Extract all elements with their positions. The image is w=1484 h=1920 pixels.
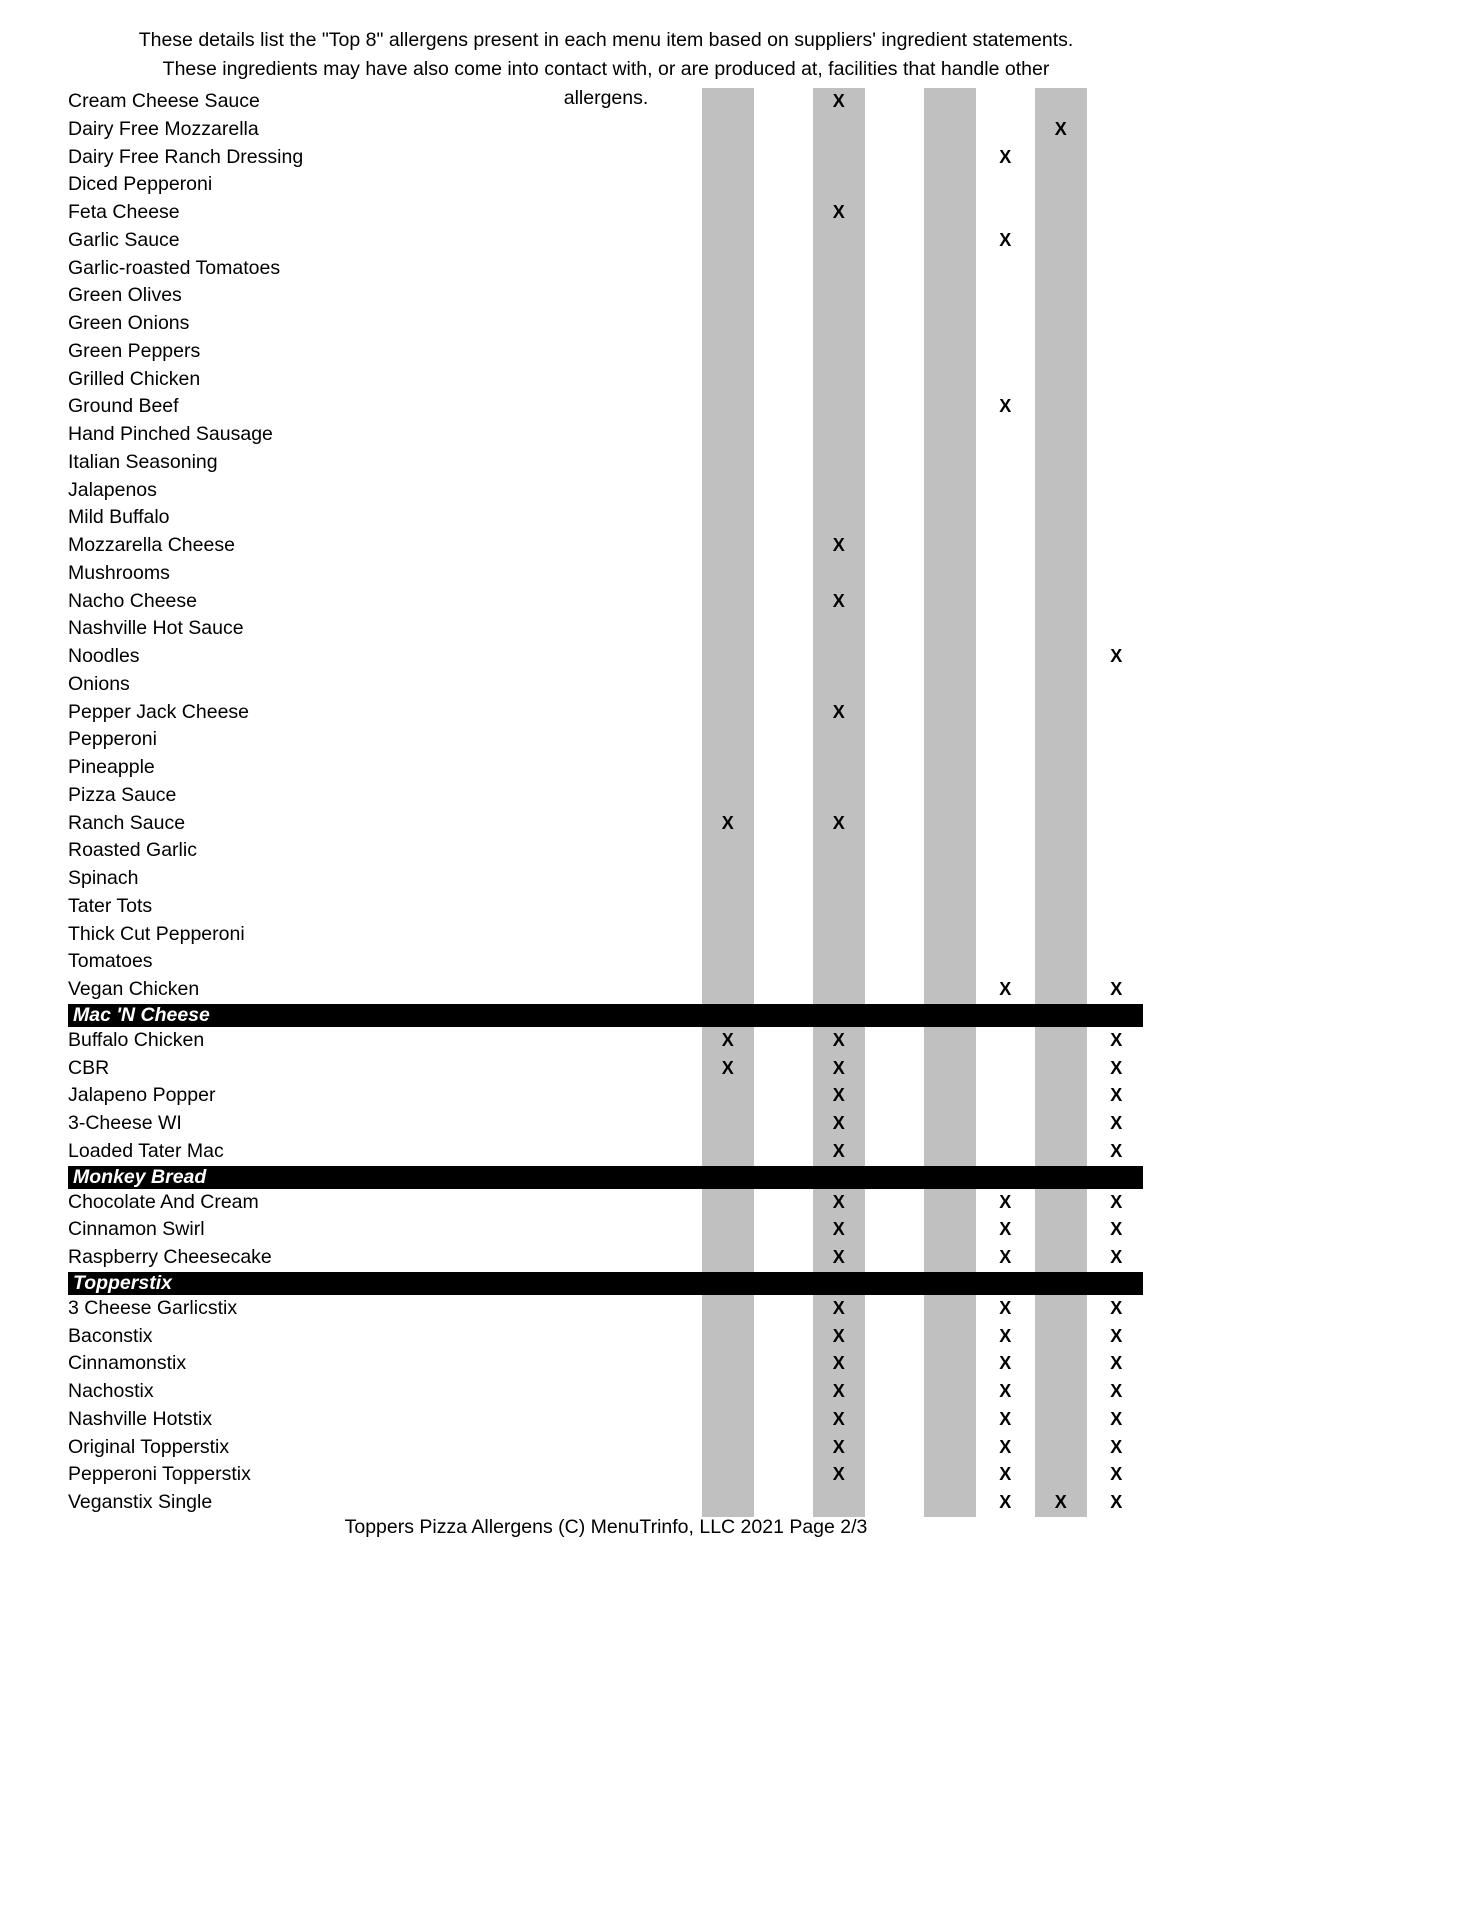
section-title: Topperstix [73, 1271, 172, 1294]
allergen-mark: X [832, 1464, 845, 1485]
row-label: Garlic Sauce [68, 228, 180, 251]
table-row [0, 88, 1484, 116]
table-row [0, 837, 1484, 865]
allergen-mark: X [832, 1297, 845, 1318]
table-row [0, 948, 1484, 976]
header-line-2: These ingredients may have also come into contact with, or are produced at, facilities that handle other [162, 58, 1050, 80]
row-label: Nachostix [68, 1380, 154, 1402]
table-row [0, 643, 1484, 671]
allergen-mark: X [832, 1408, 845, 1429]
row-label: Ground Beef [68, 395, 179, 418]
table-row [0, 1138, 1484, 1166]
table-row [0, 615, 1484, 643]
table-row [0, 366, 1484, 394]
row-label: Hand Pinched Sausage [68, 423, 273, 445]
allergen-mark: X [999, 1492, 1012, 1512]
allergen-mark: X [721, 812, 734, 833]
table-row [0, 393, 1484, 421]
table-row [0, 1295, 1484, 1323]
table-row [0, 976, 1484, 1004]
row-label: Noodles [68, 645, 140, 667]
allergen-mark: X [1054, 1492, 1067, 1512]
allergen-mark: X [832, 1085, 845, 1106]
allergen-mark: X [999, 1297, 1012, 1318]
table-row [0, 449, 1484, 477]
table-row [0, 255, 1484, 283]
row-label: Nashville Hot Sauce [68, 617, 244, 640]
table-row [0, 1434, 1484, 1462]
table-row [0, 1055, 1484, 1083]
row-label: Spinach [68, 867, 139, 889]
row-label: Feta Cheese [68, 201, 180, 223]
allergen-mark: X [1110, 1408, 1123, 1429]
table-row [0, 1350, 1484, 1378]
allergen-mark: X [832, 812, 845, 833]
row-label: Green Olives [68, 284, 182, 307]
row-label: Roasted Garlic [68, 839, 197, 862]
allergen-mark: X [832, 701, 845, 722]
allergen-mark: X [832, 535, 845, 555]
table-row [0, 921, 1484, 949]
allergen-mark: X [999, 979, 1012, 999]
table-row [0, 1406, 1484, 1434]
table-row [0, 699, 1484, 727]
allergen-mark: X [721, 1057, 734, 1078]
row-label: Loaded Tater Mac [68, 1139, 224, 1162]
allergen-mark: X [999, 1325, 1012, 1346]
allergen-mark: X [832, 1140, 845, 1161]
row-label: Green Onions [68, 312, 190, 334]
allergen-mark: X [1110, 1029, 1123, 1050]
allergen-mark: X [999, 1353, 1012, 1374]
table-row [0, 477, 1484, 505]
allergen-mark: X [1110, 646, 1123, 666]
page-footer: Toppers Pizza Allergens (C) MenuTrinfo, LLC 2021 Page 2/3 [344, 1516, 868, 1538]
row-label: Mushrooms [68, 561, 170, 584]
allergen-mark: X [1110, 979, 1123, 999]
row-label: 3 Cheese Garlicstix [68, 1296, 238, 1319]
section-header-topperstix [68, 1272, 1143, 1295]
allergen-mark: X [832, 1436, 845, 1457]
allergen-mark: X [1110, 1191, 1123, 1212]
allergen-mark: X [1110, 1464, 1123, 1485]
table-row [0, 532, 1484, 560]
allergen-mark: X [999, 1436, 1012, 1457]
row-label: Original Topperstix [68, 1435, 230, 1458]
table-row [0, 726, 1484, 754]
row-label: Baconstix [68, 1324, 153, 1347]
section-title: Mac 'N Cheese [73, 1003, 210, 1026]
table-row [0, 1110, 1484, 1138]
row-label: Diced Pepperoni [68, 173, 213, 196]
table-row [0, 282, 1484, 310]
row-label: Pizza Sauce [68, 783, 177, 806]
allergen-mark: X [832, 1353, 845, 1374]
row-label: Pepper Jack Cheese [68, 700, 250, 723]
table-row [0, 782, 1484, 810]
row-label: Buffalo Chicken [68, 1028, 205, 1051]
row-label: Dairy Free Ranch Dressing [68, 145, 304, 168]
table-row [0, 893, 1484, 921]
row-label: Tater Tots [68, 894, 153, 917]
allergen-mark: X [832, 590, 845, 611]
allergen-mark: X [1110, 1140, 1123, 1161]
row-label: Cream Cheese Sauce [68, 90, 260, 112]
table-row [0, 421, 1484, 449]
row-label: Chocolate And Cream [68, 1190, 259, 1213]
allergen-mark: X [832, 91, 845, 111]
allergen-mark: X [999, 1191, 1012, 1212]
allergen-table [0, 88, 1484, 1517]
table-row [0, 865, 1484, 893]
allergen-mark: X [1054, 118, 1067, 139]
table-row [0, 1461, 1484, 1489]
table-row [0, 1244, 1484, 1272]
allergen-mark: X [1110, 1057, 1123, 1078]
row-label: Grilled Chicken [68, 367, 201, 390]
allergen-mark: X [1110, 1219, 1123, 1240]
allergen-mark: X [832, 1381, 845, 1401]
row-label: Tomatoes [68, 950, 153, 973]
row-label: Vegan Chicken [68, 978, 200, 1000]
allergen-mark: X [1110, 1113, 1123, 1133]
header-line-3: allergens. [563, 87, 649, 109]
row-label: Veganstix Single [68, 1491, 213, 1513]
allergen-mark: X [832, 1219, 845, 1240]
allergen-mark: X [832, 1057, 845, 1078]
table-row [0, 310, 1484, 338]
allergen-mark: X [832, 1191, 845, 1212]
allergen-mark: X [1110, 1247, 1123, 1267]
row-label: Thick Cut Pepperoni [68, 922, 245, 945]
allergen-mark: X [832, 1113, 845, 1133]
allergen-mark: X [832, 1029, 845, 1050]
row-label: Jalapeno Popper [68, 1084, 216, 1107]
section-title: Monkey Bread [73, 1165, 207, 1188]
row-label: Raspberry Cheesecake [68, 1246, 272, 1268]
row-label: Ranch Sauce [68, 811, 186, 834]
row-label: Mozzarella Cheese [68, 534, 235, 556]
allergen-mark: X [1110, 1492, 1123, 1512]
allergen-mark: X [999, 1381, 1012, 1401]
row-label: 3-Cheese WI [68, 1112, 182, 1134]
row-label: Dairy Free Mozzarella [68, 117, 259, 140]
allergen-mark: X [1110, 1436, 1123, 1457]
table-row [0, 144, 1484, 172]
row-label: Garlic-roasted Tomatoes [68, 256, 281, 279]
allergen-mark: X [999, 1464, 1012, 1485]
table-row [0, 810, 1484, 838]
table-row [0, 560, 1484, 588]
table-row [0, 671, 1484, 699]
row-label: CBR [68, 1056, 110, 1079]
row-label: Green Peppers [68, 339, 201, 362]
section-header-mac-n-cheese [68, 1004, 1143, 1027]
allergen-mark: X [1110, 1085, 1123, 1106]
row-label: Cinnamon Swirl [68, 1218, 205, 1241]
row-label: Pepperoni [68, 728, 157, 751]
row-label: Cinnamonstix [68, 1352, 187, 1375]
table-row [0, 227, 1484, 255]
row-label: Pineapple [68, 756, 155, 778]
table-row [0, 1189, 1484, 1217]
table-row [0, 1027, 1484, 1055]
row-label: Nashville Hotstix [68, 1407, 213, 1430]
table-row [0, 1489, 1484, 1517]
allergen-mark: X [999, 1247, 1012, 1267]
header-line-1: These details list the "Top 8" allergens present in each menu item based on suppliers' ingredient statements. [138, 29, 1074, 51]
table-row [0, 199, 1484, 227]
row-label: Nacho Cheese [68, 589, 197, 612]
table-row [0, 1378, 1484, 1406]
allergen-mark: X [1110, 1381, 1123, 1401]
table-row [0, 171, 1484, 199]
table-row [0, 1216, 1484, 1244]
allergen-mark: X [1110, 1297, 1123, 1318]
allergen-mark: X [999, 1408, 1012, 1429]
table-row [0, 116, 1484, 144]
table-row [0, 504, 1484, 532]
row-label: Mild Buffalo [68, 506, 170, 529]
allergen-mark: X [1110, 1353, 1123, 1374]
row-label: Pepperoni Topperstix [68, 1463, 251, 1486]
allergen-mark: X [721, 1029, 734, 1050]
table-row [0, 1082, 1484, 1110]
section-header-monkey-bread [68, 1166, 1143, 1189]
allergen-mark: X [999, 146, 1012, 167]
table-row [0, 1323, 1484, 1351]
allergen-mark: X [999, 1219, 1012, 1240]
row-label: Jalapenos [68, 478, 157, 501]
table-row [0, 754, 1484, 782]
allergen-mark: X [832, 1325, 845, 1346]
table-row [0, 588, 1484, 616]
allergen-mark: X [1110, 1325, 1123, 1346]
row-label: Italian Seasoning [68, 450, 218, 473]
table-row [0, 338, 1484, 366]
allergen-mark: X [999, 229, 1012, 250]
allergen-mark: X [999, 396, 1012, 417]
allergen-mark: X [832, 1247, 845, 1267]
row-label: Onions [68, 672, 130, 695]
allergen-mark: X [832, 202, 845, 222]
